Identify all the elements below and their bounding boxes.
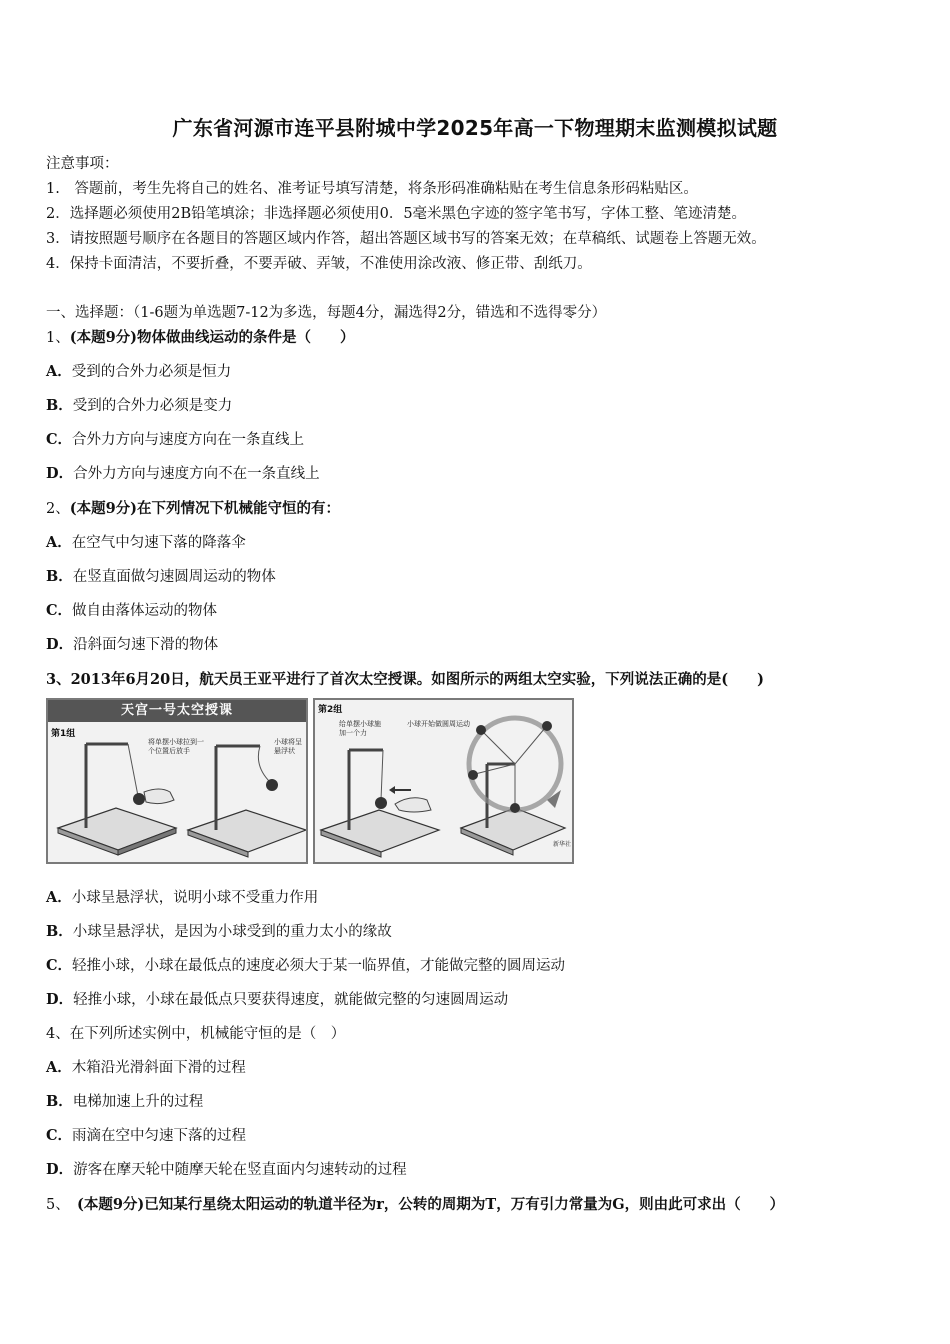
option-label: C． (46, 602, 73, 619)
option-label: D． (46, 991, 74, 1008)
option-label: C． (46, 1127, 73, 1144)
question-text: 2013年6月20日，航天员王亚平进行了首次太空授课。如图所示的两组太空实验，下列说法正确的是( ) (70, 671, 764, 688)
figure-panel-group-1 (46, 698, 308, 864)
option-label: A． (46, 363, 72, 380)
option-label: A． (46, 1059, 72, 1076)
option-text: 在空气中匀速下落的降落伞 (71, 535, 246, 551)
question-3-option-a[interactable] (46, 886, 318, 907)
question-1-option-a[interactable] (46, 360, 231, 381)
notice-item-4: 4．保持卡面清洁，不要折叠，不要弄破、弄皱，不准使用涂改液、修正带、刮纸刀。 (46, 256, 592, 272)
figure-panel-group-2 (313, 698, 574, 864)
option-text: 小球呈悬浮状，说明小球不受重力作用 (71, 890, 319, 906)
group-1-label: 第1组 (51, 729, 76, 739)
question-3-option-b[interactable] (46, 920, 392, 941)
question-4-option-b[interactable] (46, 1090, 203, 1111)
option-text: 电梯加速上升的过程 (72, 1094, 204, 1110)
notice-item-1: 1. 答题前，考生先将自己的姓名、准考证号填写清楚，将条形码准确粘贴在考生信息条形码粘贴区。 (46, 181, 698, 197)
section-heading: 一、选择题：（1-6题为单选题7-12为多选，每题4分，漏选得2分，错选和不选得零分） (46, 305, 607, 321)
option-label: A． (46, 534, 72, 551)
question-3-option-d[interactable] (46, 988, 508, 1009)
option-text: 小球呈悬浮状，是因为小球受到的重力太小的缘故 (72, 924, 392, 940)
option-text: 受到的合外力必须是恒力 (71, 364, 232, 380)
question-text: (本题9分)已知某行星绕太阳运动的轨道半径为r，公转的周期为T，万有引力常量为G，则由此可求出（ ） (76, 1196, 785, 1213)
option-text: 木箱沿光滑斜面下滑的过程 (71, 1060, 246, 1076)
question-3-option-c[interactable] (46, 954, 565, 975)
question-text: 在下列所述实例中，机械能守恒的是（ ） (69, 1026, 346, 1042)
figure-banner: 天宫一号太空授课 (48, 700, 306, 722)
option-label: D． (46, 1161, 74, 1178)
option-label: B． (46, 1093, 73, 1110)
question-4-option-c[interactable] (46, 1124, 246, 1145)
question-2-option-a[interactable] (46, 531, 246, 552)
option-text: 合外力方向与速度方向在一条直线上 (72, 432, 305, 448)
page-title: 广东省河源市连平县附城中学2025年高一下物理期末监测模拟试题 (172, 116, 778, 140)
option-label: C． (46, 957, 73, 974)
group-2-caption-1: 给单摆小球施加一个力 (339, 720, 381, 737)
question-1-stem (46, 326, 355, 347)
group-2-label: 第2组 (318, 705, 343, 715)
option-text: 受到的合外力必须是变力 (72, 398, 233, 414)
option-label: C． (46, 431, 73, 448)
group-1-caption-1: 将单摆小球拉到一个位置后放手 (148, 738, 204, 755)
question-text: (本题9分)物体做曲线运动的条件是（ ） (69, 329, 355, 346)
notice-item-2: 2．选择题必须使用2B铅笔填涂；非选择题必须使用0．5毫米黑色字迹的签字笔书写，字体工整、笔迹清楚。 (46, 206, 747, 222)
question-1-option-c[interactable] (46, 428, 304, 449)
question-1-option-b[interactable] (46, 394, 232, 415)
question-3-stem (46, 668, 764, 689)
question-number: 5、 (46, 1197, 63, 1213)
option-label: D． (46, 636, 74, 653)
option-text: 轻推小球，小球在最低点只要获得速度，就能做完整的匀速圆周运动 (73, 992, 509, 1008)
option-text: 做自由落体运动的物体 (72, 603, 218, 619)
option-text: 轻推小球，小球在最低点的速度必须大于某一临界值，才能做完整的圆周运动 (72, 958, 566, 974)
option-text: 沿斜面匀速下滑的物体 (73, 637, 219, 653)
notice-item-3: 3．请按照题号顺序在各题目的答题区域内作答，超出答题区域书写的答案无效；在草稿纸、试题卷上答题无效。 (46, 231, 766, 247)
question-2-stem (46, 497, 340, 518)
option-label: B． (46, 568, 73, 585)
notice-heading: 注意事项： (46, 156, 119, 172)
figure-credit: 新华社 (553, 841, 572, 848)
group-2-caption-2: 小球开始做圆周运动 (407, 720, 470, 728)
question-4-option-d[interactable] (46, 1158, 407, 1179)
option-text: 在竖直面做匀速圆周运动的物体 (72, 569, 276, 585)
pendulum-illustration-1 (48, 700, 306, 862)
question-4-stem (46, 1022, 345, 1043)
question-2-option-d[interactable] (46, 633, 218, 654)
group-1-caption-2: 小球将呈悬浮状 (274, 738, 302, 755)
option-label: D． (46, 465, 74, 482)
option-text: 游客在摩天轮中随摩天轮在竖直面内匀速转动的过程 (73, 1162, 407, 1178)
question-number: 1、 (46, 330, 70, 346)
question-number: 3、 (46, 671, 71, 688)
question-2-option-b[interactable] (46, 565, 276, 586)
question-4-option-a[interactable] (46, 1056, 246, 1077)
question-text: (本题9分)在下列情况下机械能守恒的有： (69, 500, 341, 517)
option-label: B． (46, 397, 73, 414)
space-lesson-figure (46, 698, 574, 864)
question-2-option-c[interactable] (46, 599, 217, 620)
option-text: 合外力方向与速度方向不在一条直线上 (73, 466, 320, 482)
option-label: B． (46, 923, 73, 940)
question-5-stem (46, 1193, 784, 1214)
question-number: 2、 (46, 501, 70, 517)
question-number: 4、 (46, 1026, 70, 1042)
question-1-option-d[interactable] (46, 462, 320, 483)
option-text: 雨滴在空中匀速下落的过程 (72, 1128, 247, 1144)
option-label: A． (46, 889, 72, 906)
